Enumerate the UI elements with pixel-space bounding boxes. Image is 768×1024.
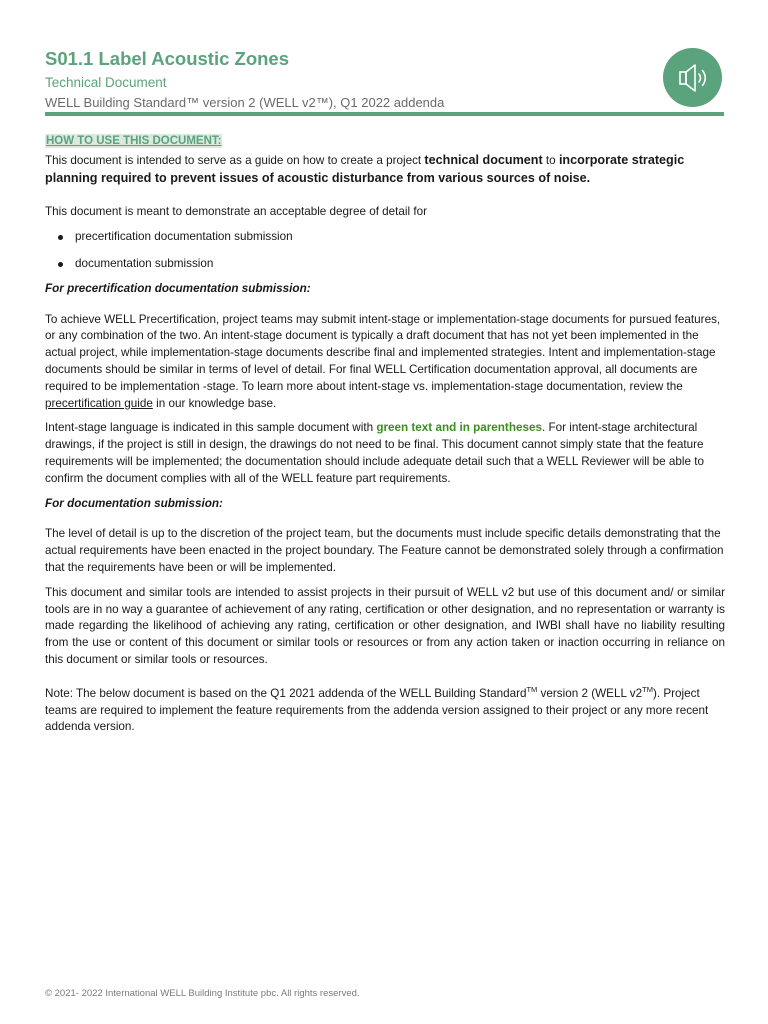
intro-bold-term: technical document (424, 152, 543, 167)
addenda-note: Note: The below document is based on the Q1 2021 addenda of the WELL Building Standard™ version 2 (WELL v2™). Project teams are required to implement the feature requirements from the addenda version assigned to their project or any more recent addenda version. (45, 684, 709, 734)
green-text-sample: green text and in parentheses (376, 421, 542, 435)
disclaimer-paragraph: This document and similar tools are intended to assist projects in their pursuit of WELL v2 but use of this document and/ or similar tools are in no way a guarantee of achievement of any rating, certification or other designation, and no representation or warranty is made regarding the likelihood of achieving any rating, certification or other designation, and IWBI shall have no liability resulting from the use or content of this document or similar tools or resources or from any action taken or inaction occurring in reliance on this document or similar tools or resources. (45, 585, 725, 666)
page-title: S01.1 Label Acoustic Zones (45, 48, 290, 69)
intro-text-a: This document is intended to serve as a guide on how to create a project (45, 153, 425, 167)
bullet-icon (58, 235, 63, 240)
bullet-icon (58, 262, 63, 267)
speaker-icon (663, 48, 722, 107)
detail-intro: This document is meant to demonstrate an acceptable degree of detail for (45, 205, 428, 219)
list-item: documentation submission (45, 256, 725, 273)
how-to-heading: HOW TO USE THIS DOCUMENT: (46, 135, 222, 147)
document-type: Technical Document (45, 75, 167, 90)
header-divider (45, 112, 724, 116)
documentation-paragraph: The level of detail is up to the discretion of the project team, but the documents must include specific details demonstrating that the actual requirements have been enacted in the project boundary. The Feature cannot be demonstrated solely through a confirmation that the requirements have been or will be implemented. (45, 527, 724, 574)
intro-text-c: to (542, 153, 559, 167)
standard-edition: WELL Building Standard™ version 2 (WELL v2™), Q1 2022 addenda (45, 95, 445, 110)
intent-stage-paragraph: Intent-stage language is indicated in this sample document with green text and in parentheses. For intent-stage architectural drawings, if the project is still in design, the drawings do not need to be final. This document cannot simply state that the feature requirements will be implemented; the documentation should include adequate detail such that a WELL Reviewer will be able to confirm the document complies with all of the WELL feature part requirements. (45, 421, 704, 485)
list-item: precertification documentation submission (45, 229, 725, 246)
precert-paragraph: To achieve WELL Precertification, project teams may submit intent-stage or implementation-stage documents for pursued features, or any combination of the two. An intent-stage document is typically a draft document that has not yet been implemented in the actual project, while implementation-stage documents describe final and implemented strategies. Intent and implementation-stage documents should be similar in terms of level of detail. For final WELL Certification documentation approval, all documents are required to be implementation -stage. To learn more about intent-stage vs. implementation-stage documentation, review the precertification guide in our knowledge base. (45, 312, 721, 410)
intro-bold-purpose: incorporate strategic planning required to prevent issues of acoustic disturbance from various sources of noise. (45, 152, 685, 185)
document-header (45, 46, 645, 112)
precert-heading: For precertification documentation submission: (45, 281, 311, 295)
precertification-guide-link[interactable]: precertification guide (45, 396, 153, 410)
document-body (45, 133, 725, 736)
documentation-heading: For documentation submission: (45, 496, 223, 510)
submission-list (45, 229, 725, 273)
copyright-footer: © 2021- 2022 International WELL Building Institute pbc. All rights reserved. (45, 988, 360, 999)
intro-paragraph (45, 152, 725, 188)
